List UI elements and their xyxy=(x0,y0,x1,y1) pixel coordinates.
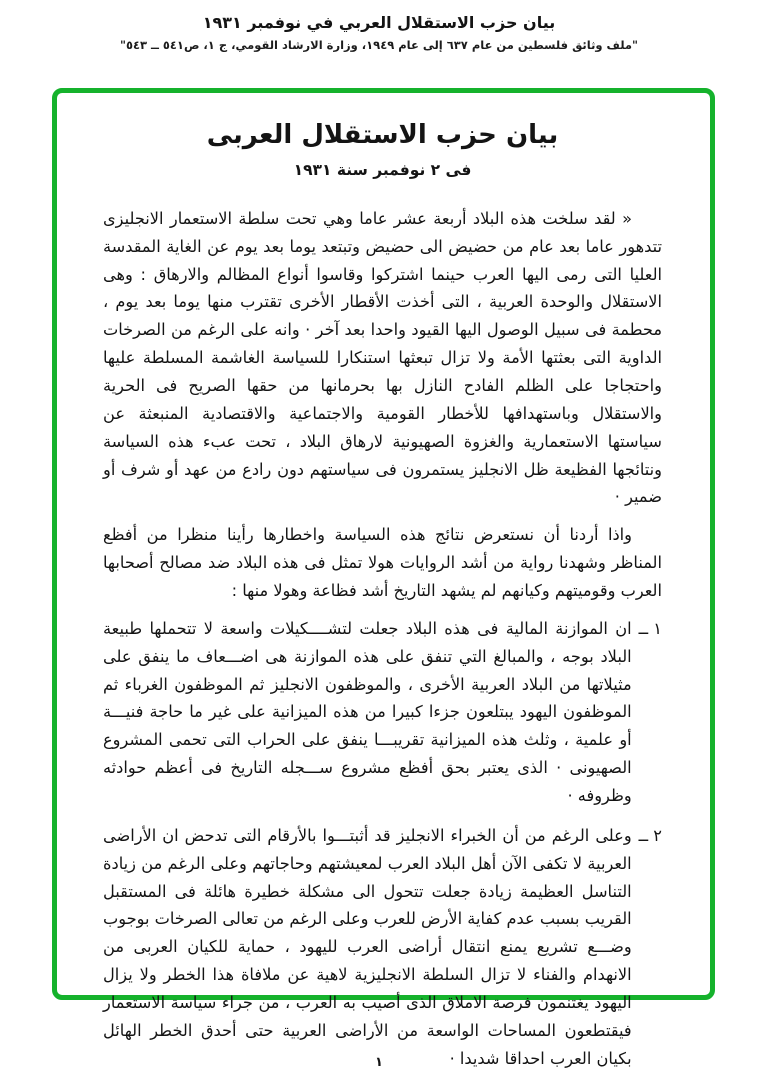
page-header xyxy=(0,0,758,52)
list-item-1-number: ١ ــ xyxy=(638,618,662,638)
document-body xyxy=(103,205,662,1073)
paragraph-transition: واذا أردنا أن نستعرض نتائج هذه السياسة واخطارها رأينا منظرا من أفظع المناظر وشهدنا رواية من أشد الروايات هولا تمثل فى هذه البلاد ضد مصالح أصحابها العرب وقوميتهم وكيانهم لم يشهد التاريخ أشد فظاعة وهولا منها : xyxy=(103,525,662,600)
document-frame xyxy=(52,88,715,1068)
document-title: بيان حزب الاستقلال العربى xyxy=(206,120,559,150)
header-title: بيان حزب الاستقلال العربي في نوفمبر ١٩٣١ xyxy=(202,13,556,32)
header-source-citation: "ملف وثائق فلسطين من عام ٦٣٧ إلى عام ١٩٤٩، وزارة الارشاد القومي، ج ١، ص٥٤١ ــ ٥٤٣" xyxy=(119,38,639,53)
list-item-2-number: ٢ ــ xyxy=(638,825,662,845)
list-item-2-text: وعلى الرغم من أن الخبراء الانجليز قد أثبتـــوا بالأرقام التى تدحض ان الأراضى العربية لا تكفى الآن أهل البلاد العرب لمعيشتهم وحاجاتهم وعلى الرغم من زيادة التناسل العظيمة زيادة جعلت تتحول الى مشكلة خطيرة هائلة فى المستقبل القريب بسبب عدم كفاية الأرض للعرب وعلى الرغم من تعالى الصرخات بوجوب وضـــع تشريع يمنع انتقال أراضى العرب لليهود ، حماية للكيان العربى من الانهدام والفناء لا تزال السلطة الانجليزية لاهية عن ملافاة هذا الخطر ولا يزال اليهود يغتنمون فرصة الاملاق الذى أصيب به العرب ، من جراء سياسة الاستعمار فيقتطعون المساحات الواسعة من الأراضى العربية حتى أحدق الخطر الهائل بكيان العرب احداقا شديدا · xyxy=(103,825,632,1068)
paragraph-intro: « لقد سلخت هذه البلاد أربعة عشر عاما وهي تحت سلطة الاستعمار الانجليزى تتدهور عاما بعد عام من حضيض الى حضيض وتبتعد يوما بعد يوم عن الغاية المقدسة العليا التى رمى اليها العرب حينما اشتركوا وقاسوا أنواع المظالم والارهاق : وهى الاستقلال والوحدة العربية ، التى أخذت الأقطار الأخرى تقترب منها يوما بعد يوم ، محطمة فى سبيل الوصول اليها القيود واحدا بعد آخر · وانه على الرغم من الصرخات الداوية التى بعثتها الأمة ولا تزال تبعثها استنكارا للسياسة الغاشمة المسلطة عليها واحتجاجا على الظلم الفادح النازل بها بحرمانها من حقها الصريح فى الحرية والاستقلال وباستهدافها للأخطار القومية والاجتماعية والاقتصادية المنبعثة عن سياستها الاستعمارية والغزوة الصهيونية لارهاق البلاد ، تحت عبء هذه السياسة ونتائجها الفظيعة ظل الانجليز يستمرون فى سياستهم دون رادع من عهد أو شرف أو ضمير · xyxy=(103,208,662,507)
page-footer xyxy=(0,1055,758,1070)
list-item-1 xyxy=(103,615,662,810)
list-item-2 xyxy=(103,822,662,1073)
page-number: ١ xyxy=(375,1055,383,1070)
document-subtitle-date: فى ٢ نوفمبر سنة ١٩٣١ xyxy=(293,160,472,179)
list-item-1-text: ان الموازنة المالية فى هذه البلاد جعلت لتشــــكيلات واسعة لا تتحملها طبيعة البلاد بوجه ، والمبالغ التي تنفق على هذه الموازنة هى اضـــعاف ما ينفق على مثيلاتها من البلاد العربية الأخرى ، والموظفون الانجليز ثم الموظفون الغرباء ثم الموظفون اليهود يبتلعون جزءا كبيرا من هذه الميزانية على غير ما حاجة فنيـــة أو علمية ، وثلث هذه الميزانية تقريبـــا ينفق على الحراب التى تحمى المشروع الصهيونى · الذى يعتبر بحق أفظع مشروع ســـجله التاريخ فى أعظم حوادثه وظروفه · xyxy=(103,618,632,805)
